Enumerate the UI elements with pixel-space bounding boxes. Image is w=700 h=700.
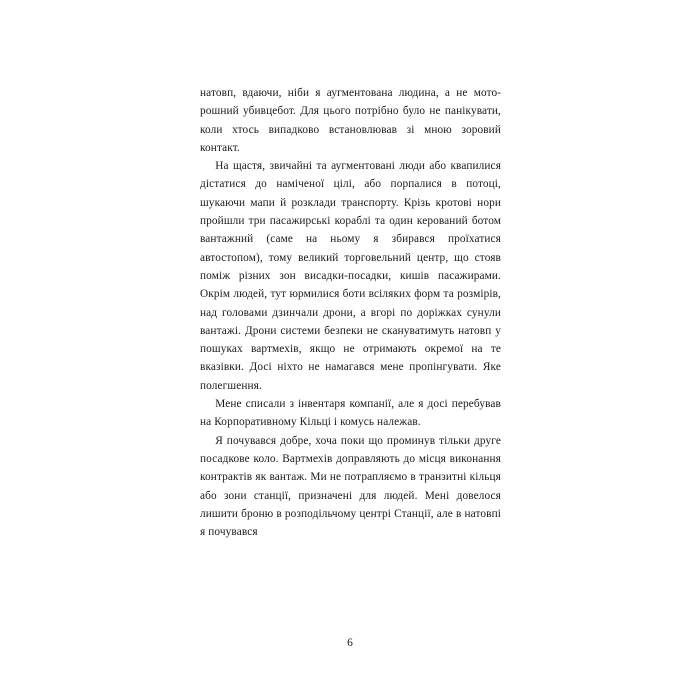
paragraph: На щастя, звичайні та аугментовані люди або квапилися дістатися до наміченої цілі, або порпалися в потоці, шукаючи мапи й розклади транспорту. Крізь кротові нори пройшли три пасажирські кораблі та один керований ботом вантажний (саме на ньому я збирався проїхатися автостопом), тому великий торговельний центр, що стояв поміж різних зон висадки-посадки, кишів пасажирами. Окрім людей, тут юрмилися боти всіляких форм та розмірів, над головами дзинчали дрони, а вгорі по доріжках сунули вантажі. Дрони системи безпеки не скануватимуть натовп у пошуках вартмехів, якщо не отримають окремої на те вказівки. Досі ніхто не намагався мене пропінгувати. Яке полегшення.	[200, 160, 501, 392]
page-text-block	[200, 84, 501, 541]
page-number: 6	[347, 637, 353, 649]
paragraph: натовп, вдаючи, ніби я аугментована людина, а не моторошний убивцебот. Для цього потрібно було не панікувати, коли хтось випадково встановлював зі мною зоровий контакт.	[200, 87, 501, 154]
paragraph: Я почувався добре, хоча поки що проминув тільки друге посадкове коло. Вартмехів доправляють до місця виконання контрактів як вантаж. Ми не потрапляємо в транзитні кільця або зони станції, призначені для людей. Мені довелося лишити броню в розподільчому центрі Станції, але в натовпі я почувався	[200, 434, 501, 539]
paragraph: Мене списали з інвентаря компанії, але я досі перебував на Корпоративному Кільці і комусь належав.	[200, 398, 501, 429]
